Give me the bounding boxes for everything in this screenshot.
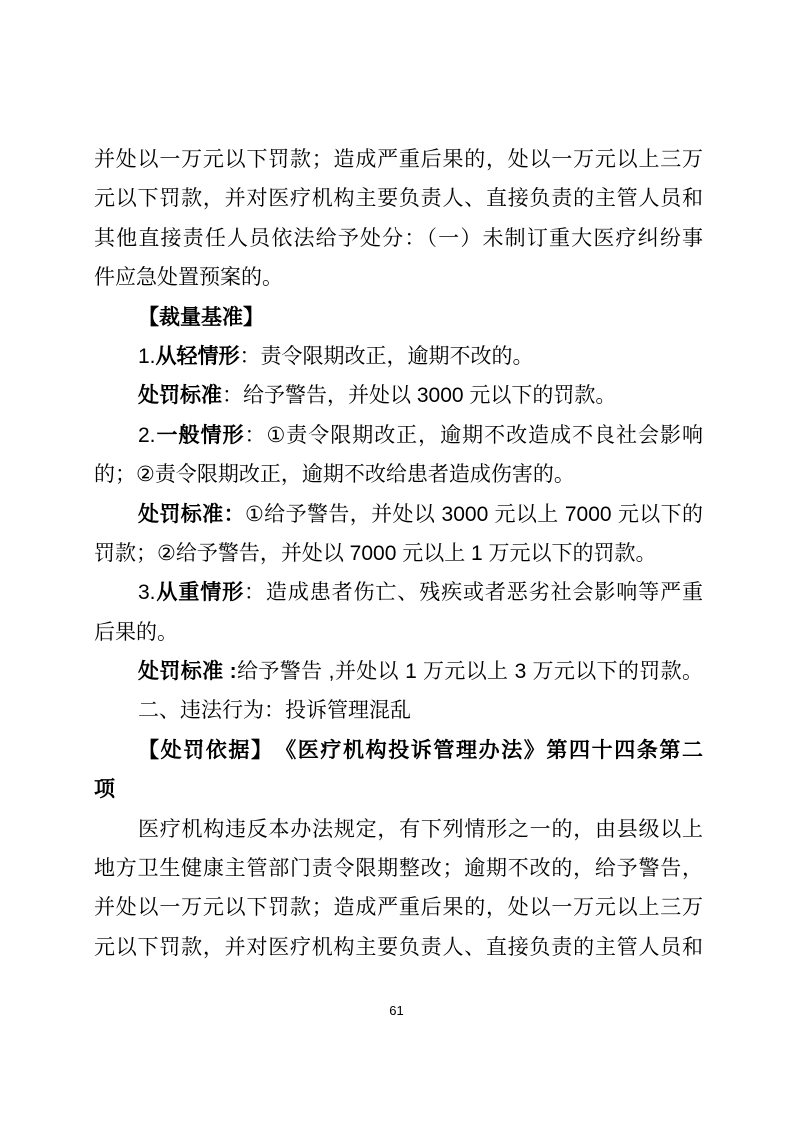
text-run: 件应急处置预案的。 bbox=[94, 266, 283, 290]
text-line bbox=[94, 140, 703, 179]
text-run: 并处以一万元以下罚款；造成严重后果的，处以一万元以上三万 bbox=[94, 896, 703, 920]
text-run: 的；②责令限期改正，逾期不改给患者造成伤害的。 bbox=[94, 463, 575, 487]
text-run: ：造成患者伤亡、残疾或者恶劣社会影响等严重 bbox=[244, 581, 704, 605]
text-run: 二、违法行为：投诉管理混乱 bbox=[138, 699, 411, 723]
bold-text-run: 从重情形 bbox=[155, 581, 245, 605]
text-line bbox=[94, 888, 703, 927]
text-line bbox=[94, 810, 703, 849]
text-run: 元以下罚款，并对医疗机构主要负责人、直接负责的主管人员和 bbox=[94, 935, 703, 959]
text-line bbox=[94, 258, 703, 297]
text-run: ：责令限期改正，逾期不改的。 bbox=[239, 344, 534, 368]
text-run: ①给予警告，并处以 3000 元以上 7000 元以下的 bbox=[244, 502, 703, 526]
page-number: 61 bbox=[389, 1003, 404, 1018]
bold-text-run: 处罚标准： bbox=[138, 502, 245, 526]
text-run: 罚款；②给予警告，并处以 7000 元以上 1 万元以下的罚款。 bbox=[94, 541, 657, 565]
text-line bbox=[94, 179, 703, 218]
text-line bbox=[94, 416, 703, 455]
text-run: 2. bbox=[138, 423, 156, 447]
text-line bbox=[94, 337, 703, 376]
text-run: 1. bbox=[138, 344, 156, 368]
text-line bbox=[94, 691, 703, 730]
text-run: 后果的。 bbox=[94, 620, 178, 644]
page-body-text bbox=[94, 140, 703, 967]
bold-text-run: 从轻情形 bbox=[155, 344, 240, 368]
text-line bbox=[94, 298, 703, 337]
text-run: 其他直接责任人员依法给予处分：（一）未制订重大医疗纠纷事 bbox=[94, 226, 703, 250]
text-line bbox=[94, 573, 703, 612]
text-run: 元以下罚款，并对医疗机构主要负责人、直接负责的主管人员和 bbox=[94, 187, 703, 211]
bold-text-run: 【裁量基准】 bbox=[138, 305, 264, 329]
text-line bbox=[94, 731, 703, 770]
text-line bbox=[94, 652, 703, 691]
text-run: ：①责令限期改正，逾期不改造成不良社会影响 bbox=[244, 423, 704, 447]
text-run: ：给予警告，并处以 3000 元以下的罚款。 bbox=[222, 384, 617, 408]
text-line bbox=[94, 770, 703, 809]
text-run: 给予警告 ,并处以 1 万元以上 3 万元以下的罚款。 bbox=[236, 660, 704, 684]
text-run: 医疗机构违反本办法规定，有下列情形之一的，由县级以上 bbox=[138, 817, 703, 841]
bold-text-run: 处罚标准 : bbox=[138, 660, 237, 684]
text-line bbox=[94, 455, 703, 494]
text-line bbox=[94, 613, 703, 652]
bold-text-run: 【处罚依据】 《医疗机构投诉管理办法》第四十四条第二 bbox=[138, 738, 703, 762]
bold-text-run: 处罚标准 bbox=[138, 384, 222, 408]
text-run: 并处以一万元以下罚款；造成严重后果的，处以一万元以上三万 bbox=[94, 148, 703, 171]
text-line bbox=[94, 534, 703, 573]
text-line bbox=[94, 495, 703, 534]
text-run: 3. bbox=[138, 581, 156, 605]
text-line bbox=[94, 219, 703, 258]
bold-text-run: 项 bbox=[94, 778, 115, 802]
text-line bbox=[94, 376, 703, 415]
text-line bbox=[94, 849, 703, 888]
text-line bbox=[94, 928, 703, 967]
text-run: 地方卫生健康主管部门责令限期整改；逾期不改的，给予警告， bbox=[94, 857, 703, 881]
bold-text-run: 一般情形 bbox=[155, 423, 245, 447]
